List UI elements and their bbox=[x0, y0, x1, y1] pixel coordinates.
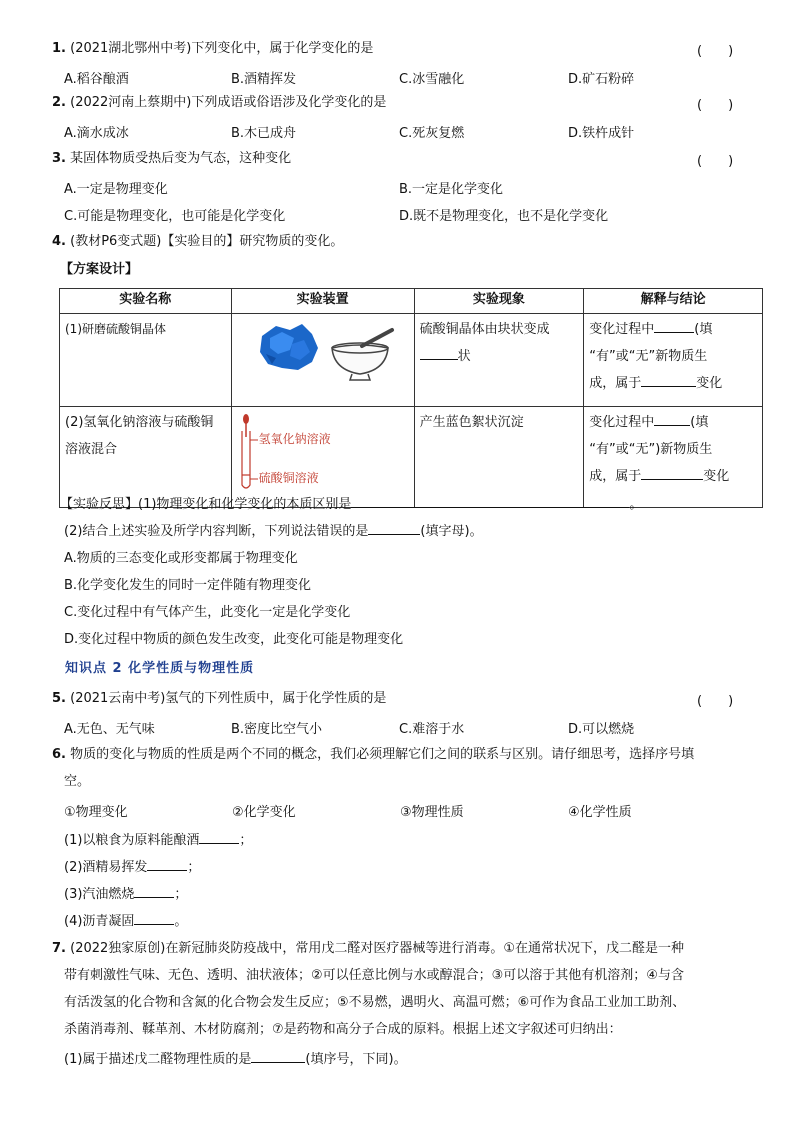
sodium-hydroxide-label: 氢氧化钠溶液 bbox=[258, 432, 331, 446]
sub-item-3 bbox=[64, 883, 187, 904]
conclusion-text: “有”或“无”)新物质生 bbox=[589, 442, 713, 457]
sub-item-text: (1)属于描述戊二醛物理性质的是 bbox=[64, 1052, 252, 1067]
reflection-2 bbox=[64, 520, 483, 541]
question-text: (2021湖北鄂州中考)下列变化中，属于化学变化的是 bbox=[70, 41, 374, 56]
question-number: 5. bbox=[52, 691, 66, 706]
table-header-row bbox=[60, 289, 763, 314]
conclusion-text: 变化过程中 bbox=[589, 322, 655, 337]
question-number: 7. bbox=[52, 941, 66, 956]
question-text: (教材P6变式题)【实验目的】研究物质的变化。 bbox=[70, 234, 344, 249]
sub-item-text: (4)沥青凝固 bbox=[64, 914, 135, 929]
conclusion-text: 变化 bbox=[696, 376, 723, 391]
design-heading: 【方案设计】 bbox=[60, 262, 139, 277]
question-5-stem bbox=[52, 690, 386, 708]
answer-blank[interactable] bbox=[641, 372, 696, 387]
conclusion-text: 成，属于 bbox=[589, 376, 642, 391]
table-row bbox=[60, 314, 763, 407]
column-header: 实验现象 bbox=[414, 289, 584, 314]
question-7-text-line: 杀菌消毒剂、鞣革剂、木材防腐剂；⑦是药物和高分子合成的原料。根据上述文字叙述可归纳出： bbox=[64, 1022, 622, 1037]
experiment-name bbox=[60, 314, 232, 407]
mortar-and-pestle-icon bbox=[332, 330, 392, 380]
answer-parentheses[interactable]: ( ) bbox=[697, 694, 734, 709]
answer-blank[interactable] bbox=[351, 493, 629, 508]
option-b: B.一定是化学变化 bbox=[399, 182, 504, 197]
answer-blank[interactable] bbox=[134, 883, 174, 898]
question-2-stem bbox=[52, 94, 386, 112]
sub-item-text: 。 bbox=[174, 914, 188, 929]
option-d: D.铁杵成针 bbox=[568, 126, 635, 141]
answer-blank[interactable] bbox=[134, 910, 174, 925]
option-d: D.既不是物理变化，也不是化学变化 bbox=[399, 209, 609, 224]
answer-blank[interactable] bbox=[199, 829, 239, 844]
question-7-text-line: 带有刺激性气味、无色、透明、油状液体；②可以任意比例与水或醇混合；③可以溶于其他有机溶剂；④与含 bbox=[64, 968, 684, 983]
answer-blank[interactable] bbox=[654, 318, 694, 333]
option-a: A.无色、无气味 bbox=[64, 722, 155, 737]
copper-sulfate-label: 硫酸铜溶液 bbox=[258, 471, 319, 485]
sub-item-4 bbox=[64, 910, 187, 931]
question-6-stem-cont: 空。 bbox=[64, 774, 91, 789]
option-a: A.一定是物理变化 bbox=[64, 182, 168, 197]
test-tube-icon bbox=[242, 431, 250, 488]
option-d: D.矿石粉碎 bbox=[568, 72, 635, 87]
conclusion-text: 变化过程中 bbox=[589, 415, 655, 430]
option-c: C.可能是物理变化，也可能是化学变化 bbox=[64, 209, 286, 224]
option-a: A.物质的三态变化或形变都属于物理变化 bbox=[64, 551, 298, 566]
phenomenon-cell bbox=[414, 314, 584, 407]
question-number: 3. bbox=[52, 151, 66, 166]
option-a: A.滴水成冰 bbox=[64, 126, 129, 141]
conclusion-text: 变化 bbox=[703, 469, 730, 484]
reflection-text: 。 bbox=[629, 497, 643, 512]
column-header: 解释与结论 bbox=[584, 289, 763, 314]
sub-item-text: ； bbox=[187, 860, 201, 875]
option-c: C.冰雪融化 bbox=[399, 72, 465, 87]
apparatus-cell bbox=[231, 314, 414, 407]
question-text: (2021云南中考)氢气的下列性质中，属于化学性质的是 bbox=[70, 691, 387, 706]
option-b: B.酒精挥发 bbox=[231, 72, 297, 87]
sub-item-text: ； bbox=[239, 833, 253, 848]
column-header: 实验装置 bbox=[231, 289, 414, 314]
option-b: B.密度比空气小 bbox=[231, 722, 323, 737]
answer-blank[interactable] bbox=[641, 465, 703, 480]
copper-sulfate-mortar-illustration bbox=[232, 314, 414, 396]
choice-1: ①物理变化 bbox=[64, 805, 128, 820]
option-c: C.难溶于水 bbox=[399, 722, 465, 737]
answer-parentheses[interactable]: ( ) bbox=[697, 154, 734, 169]
answer-blank[interactable] bbox=[251, 1048, 305, 1063]
sub-item-text: (填序号，下同)。 bbox=[305, 1052, 407, 1067]
question-3-stem bbox=[52, 150, 291, 168]
question-text: (2022独家原创)在新冠肺炎防疫战中，常用戊二醛对医疗器械等进行消毒。①在通常状况下，戊二醛是一种 bbox=[70, 941, 685, 956]
question-text: 某固体物质受热后变为气态，这种变化 bbox=[70, 151, 292, 166]
conclusion-cell bbox=[584, 314, 763, 407]
question-text: (2022河南上蔡期中)下列成语或俗语涉及化学变化的是 bbox=[70, 95, 387, 110]
reflection-1 bbox=[60, 493, 642, 514]
phenomenon-text: 产生蓝色絮状沉淀 bbox=[419, 415, 524, 430]
phenomenon-text: 硫酸铜晶体由块状变成 bbox=[419, 322, 550, 337]
sub-item-2 bbox=[64, 856, 200, 877]
question-7-sub-1 bbox=[64, 1048, 407, 1069]
sub-item-text: (1)以粮食为原料能酿酒 bbox=[64, 833, 200, 848]
answer-blank[interactable] bbox=[368, 520, 420, 535]
option-b: B.化学变化发生的同时一定伴随有物理变化 bbox=[64, 578, 312, 593]
option-a: A.稻谷酿酒 bbox=[64, 72, 129, 87]
answer-blank[interactable] bbox=[654, 411, 690, 426]
choice-4: ④化学性质 bbox=[568, 805, 632, 820]
question-7-text-line: 有活泼氢的化合物和含氮的化合物会发生反应；⑤不易燃，遇明火、高温可燃；⑥可作为食品工业加工助剂、 bbox=[64, 995, 686, 1010]
dropper-icon bbox=[243, 414, 249, 437]
option-d: D.变化过程中物质的颜色发生改变，此变化可能是物理变化 bbox=[64, 632, 404, 647]
sub-item-text: (3)汽油燃烧 bbox=[64, 887, 135, 902]
sub-item-text: ； bbox=[174, 887, 188, 902]
answer-parentheses[interactable]: ( ) bbox=[697, 98, 734, 113]
option-d: D.可以燃烧 bbox=[568, 722, 635, 737]
conclusion-text: “有”或“无”新物质生 bbox=[589, 349, 708, 364]
experiment-name-text: (2)氢氧化钠溶液与硫酸铜溶液混合 bbox=[65, 415, 214, 457]
question-number: 6. bbox=[52, 747, 66, 762]
option-c: C.死灰复燃 bbox=[399, 126, 465, 141]
choice-3: ③物理性质 bbox=[400, 805, 464, 820]
question-1-stem bbox=[52, 40, 373, 58]
question-text: 物质的变化与物质的性质是两个不同的概念，我们必须理解它们之间的联系与区别。请仔细思考，选择序号填 bbox=[70, 747, 695, 762]
question-number: 2. bbox=[52, 95, 66, 110]
phenomenon-text: 状 bbox=[457, 349, 471, 364]
option-b: B.木已成舟 bbox=[231, 126, 297, 141]
question-number: 4. bbox=[52, 234, 66, 249]
conclusion-text: (填 bbox=[694, 322, 713, 337]
answer-blank[interactable] bbox=[420, 345, 458, 360]
question-7-stem bbox=[52, 940, 684, 958]
copper-sulfate-crystal-image bbox=[260, 324, 318, 370]
question-number: 1. bbox=[52, 41, 66, 56]
sub-item-1 bbox=[64, 829, 252, 850]
experiment-name-text: (1)研磨硫酸铜晶体 bbox=[65, 322, 166, 336]
option-c: C.变化过程中有气体产生，此变化一定是化学变化 bbox=[64, 605, 351, 620]
answer-parentheses[interactable]: ( ) bbox=[697, 44, 734, 59]
reflection-text: (2)结合上述实验及所学内容判断，下列说法错误的是 bbox=[64, 524, 369, 539]
column-header: 实验名称 bbox=[60, 289, 232, 314]
conclusion-text: (填 bbox=[690, 415, 709, 430]
reflection-text: 【实验反思】(1)物理变化和化学变化的本质区别是 bbox=[60, 497, 352, 512]
question-6-stem bbox=[52, 746, 694, 764]
choice-2: ②化学变化 bbox=[232, 805, 296, 820]
answer-blank[interactable] bbox=[147, 856, 187, 871]
question-4-stem bbox=[52, 233, 343, 251]
knowledge-point-heading: 知识点 2 化学性质与物理性质 bbox=[65, 661, 255, 676]
reflection-text: (填字母)。 bbox=[420, 524, 483, 539]
experiment-table bbox=[59, 288, 763, 508]
sub-item-text: (2)酒精易挥发 bbox=[64, 860, 148, 875]
conclusion-text: 成，属于 bbox=[589, 469, 642, 484]
